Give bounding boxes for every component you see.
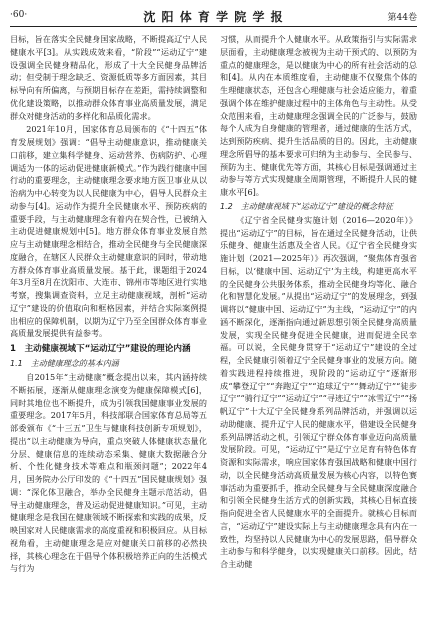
section-heading: 1 主动健康视域下“运动辽宁”建设的理论内涵 — [10, 344, 191, 354]
paragraph: 《辽宁省全民健身实施计划（2016—2020年）》提出“运动辽宁”的目标，旨在通过全民健身活动，让供乐健身、健康生活惠及全省人民。《辽宁省全民健身实施计划（2021—2025年）》再次强调，“聚焦体育强省目标，以‘健康中国、运动辽宁’为主线，构建更高水平的全民健身公共服务体系，推动全民健身均等化、融合化和智慧化发展。”从提出“运动辽宁”的发展理念，到强调将以“健康中国、运动辽宁”为主线，“运动辽宁”的内涵不断深化，逐渐指向通过新思想引领全民健身高质量发展，实现全民健身促进全民健康，进而促进全民幸福。可以说，全民健身贯穿于“运动辽宁”建设的全过程，全民健康引领着辽宁全民健身事业的发展方向。随着实践进程持续推进，现阶段的“运动辽宁”逐渐形成“攀登辽宁”“奔跑辽宁”“追球辽宁”“舞动辽宁”“徒步辽宁”“骑行辽宁”“运动辽宁”“寻迹辽宁”“冰雪辽宁”“扬帆辽宁”十大辽宁全民健身系列品牌活动，并强调以运动助健康、提升辽宁人民的健康水平，借建设全民健身系列品牌活动之机，引领辽宁群众体育事业迈向高质量发展阶段。可见，“运动辽宁”是辽宁立足育有特色体育资源和实际需求，响应国家体育强国战略和健康中国行动，以全民健身活动高质量发展为核心内容，以特色赛事活动为重要抓手，推动全民健身与全民健康深度融合和引领全民健身生活方式的创新实践，其核心目标直接指向促进全省人民健康水平的全面提升。就核心目标而言，“运动辽宁”建设实际上与主动健康理念具有内在一致性，均坚持以人民健康为中心的发展思路，倡导群众主动参与和科学健身，以实现健康关口前移。因此，结合主动健 — [220, 214, 417, 569]
left-column — [10, 33, 207, 576]
paragraph: 目标，旨在落实全民健身国家战略，不断提高辽宁人民健康水平[3]。从实践成效来看，“阶段”“运动辽宁”建设强调全民健身精品化，形成了十大全民健身品牌活动；但受制于理念缺乏、资源低质等多方面因素，其目标导向有所偏离，与预期目标存在差距，需持续调整和优化建设策略，以推动群众体育事业高质量发展，满足群众对健身活动的多样化和品质化需求。 — [10, 34, 207, 121]
volume-number: 第44卷 — [387, 13, 417, 23]
right-column — [220, 33, 417, 572]
paragraph: 自2015年“主动健康”概念提出以来，其内涵持续不断拓展，逐渐从健康理念演变为健康保障模式[6]，同时其地位也不断提升，成为引领我国健康事业发展的重要理念。2017年5月，科技部联合国家体育总局等五部委颁布《“十三五”卫生与健康科技创新专项规划》，提出“以主动健康为导向，重点突破人体健康状态量化分层、健康信息的连续动态采集、健康大数据融合分析、个性化健身技术等难点和瓶颈问题”；2022年4月，国务院办公厅印发的《“十四五”国民健康规划》强调：“深化体卫融合，举办全民健身主题示范活动，倡导主动健康理念，普及运动促进健康知识。”可见，主动健康理念是我国在健康领域不断探索和实践的成果，反映国家对人民健康需求的高度重视和积极回应。从目标视角看，主动健康理念是应对健康关口前移的必然抉择，其核心理念在于倡导个体积极培养正向的生活模式与行为 — [10, 372, 207, 574]
page-number: ·60· — [10, 10, 28, 20]
journal-title: 沈 阳 体 育 学 院 学 报 — [143, 10, 284, 24]
page-header — [10, 8, 417, 27]
subsection-heading: 1.1 主动健康理念的基本内涵 — [10, 359, 119, 368]
paragraph: 习惯，从而提升个人健康水平。从政策指引与实际需求层面看，主动健康理念被视为主动干预式的、以预防为重点的健康理念，是以健康为中心的所有社会活动的总和[4]。从内在本质维度看，主动健康不仅聚焦个体的生理健康状态，还包含心理健康与社会适应能力，着重强调个体在维护健康过程中的主体角色与主动性。从受众范围来看，主动健康理念强调全民的广泛参与，鼓励每个人成为自身健康的管理者，通过健康的生活方式，达到预防疾病、提升生活品质的目的。因此，主动健康理念所倡导的基本要求可归纳为主动参与、全民参与、预防为主、健康优先等方面，其核心目标是强调通过主动参与等方式实现健康全周期管理，不断提升人民的健康水平[6]。 — [220, 34, 417, 197]
subsection-heading: 1.2 主动健康视域下“运动辽宁”建设的概念特征 — [220, 201, 394, 211]
paragraph: 2021年10月，国家体育总局颁布的《“十四五”体育发展规划》强调：“倡导主动健康意识，推动健康关口前移，建立集科学健身、运动营养、伤病防护、心理调适为一体的运动促进健康新模式。”作为践行健康中国行动的重要理念，主动健康理念要求地方医卫事业从以治病为中心转变为以人民健康为中心，倡导人民群众主动参与[4]。运动作为提升全民健康水平、预防疾病的重要手段，与主动健康理念有着内在契合性，已被纳入主动促进健康规划中[5]。地方群众体育事业发展自然应与主动健康理念相结合，推动全民健身与全民健康深度融合，在辖区人民群众主动健康意识的同时，带动地方群众体育事业高质量发展。基于此，课题组于2024年3月至8月在沈阳市、大连市、锦州市等地区进行实地考察，搜集调查资料，立足主动健康视域，剖析“运动辽宁”建设的价值取向和框格因素，并结合实际案例提出相应的保障机制，以期为辽宁乃至全国群众体育事业高质量发展提供有益参考。 — [10, 124, 207, 339]
